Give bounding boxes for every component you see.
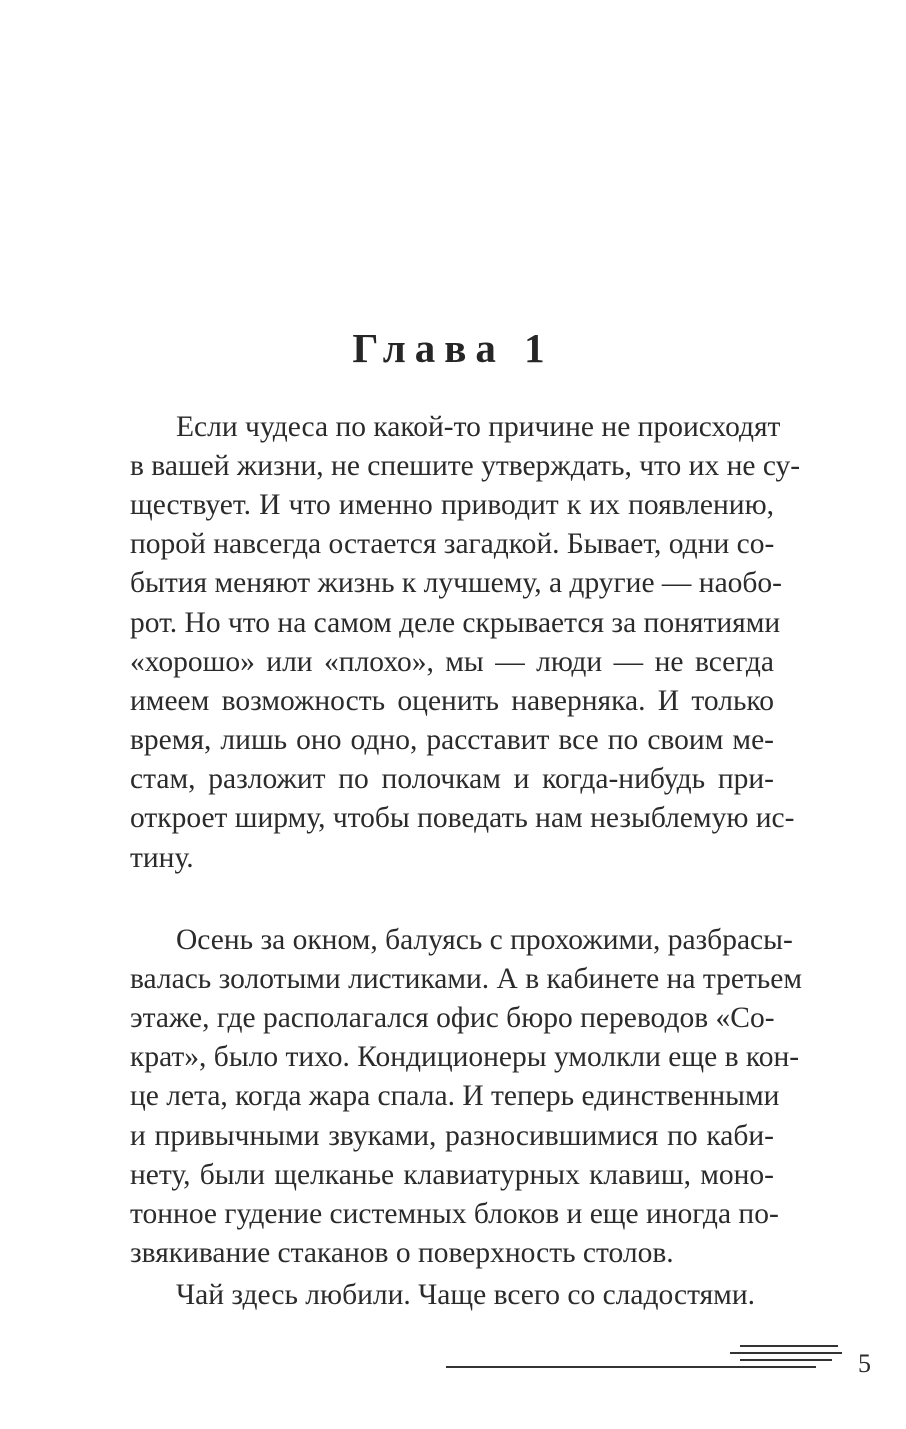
- text-line: стам, разложит по полочкам и когда-нибудь при-: [130, 763, 774, 795]
- text-line: время, лишь оно одно, расставит все по своим ме-: [130, 724, 774, 756]
- text-line: це лета, когда жара спала. И теперь единственными: [130, 1080, 780, 1112]
- text-line: Осень за окном, балуясь с прохожими, разбрасы-: [176, 924, 793, 956]
- text-line: откроет ширму, чтобы поведать нам незыблемую ис-: [130, 802, 795, 834]
- footer-rule: [740, 1345, 838, 1347]
- text-line: крат», было тихо. Кондиционеры умолкли еще в кон-: [130, 1041, 800, 1073]
- footer-rule: [446, 1366, 816, 1368]
- footer-rule: [740, 1359, 832, 1361]
- text-line: имеем возможность оценить наверняка. И только: [130, 685, 774, 717]
- text-line: «хорошо» или «плохо», мы — люди — не всегда: [130, 646, 774, 678]
- text-line: этаже, где располагался офис бюро переводов «Со-: [130, 1002, 775, 1034]
- text-line: Если чудеса по какой-то причине не происходят: [176, 411, 781, 443]
- text-line: и привычными звуками, разносившимися по каби-: [130, 1120, 774, 1152]
- text-line: звякивание стаканов о поверхность столов.: [130, 1237, 674, 1269]
- text-line: ществует. И что именно приводит к их появлению,: [130, 489, 774, 521]
- text-line: тину.: [130, 842, 194, 874]
- text-line: Чай здесь любили. Чаще всего со сладостями.: [176, 1279, 755, 1311]
- text-line: рот. Но что на самом деле скрывается за понятиями: [130, 607, 781, 639]
- footer-rule: [730, 1352, 842, 1354]
- text-line: тонное гудение системных блоков и еще иногда по-: [130, 1198, 779, 1230]
- text-line: порой навсегда остается загадкой. Бывает, одни со-: [130, 528, 775, 560]
- text-line: валась золотыми листиками. А в кабинете на третьем: [130, 963, 803, 995]
- text-line: нету, были щелканье клавиатурных клавиш, моно-: [130, 1159, 774, 1191]
- text-line: в вашей жизни, не спешите утверждать, что их не су-: [130, 450, 801, 482]
- page-number: 5: [858, 1349, 871, 1378]
- chapter-title: Глава 1: [352, 325, 554, 371]
- text-line: бытия меняют жизнь к лучшему, а другие — наобо-: [130, 567, 782, 599]
